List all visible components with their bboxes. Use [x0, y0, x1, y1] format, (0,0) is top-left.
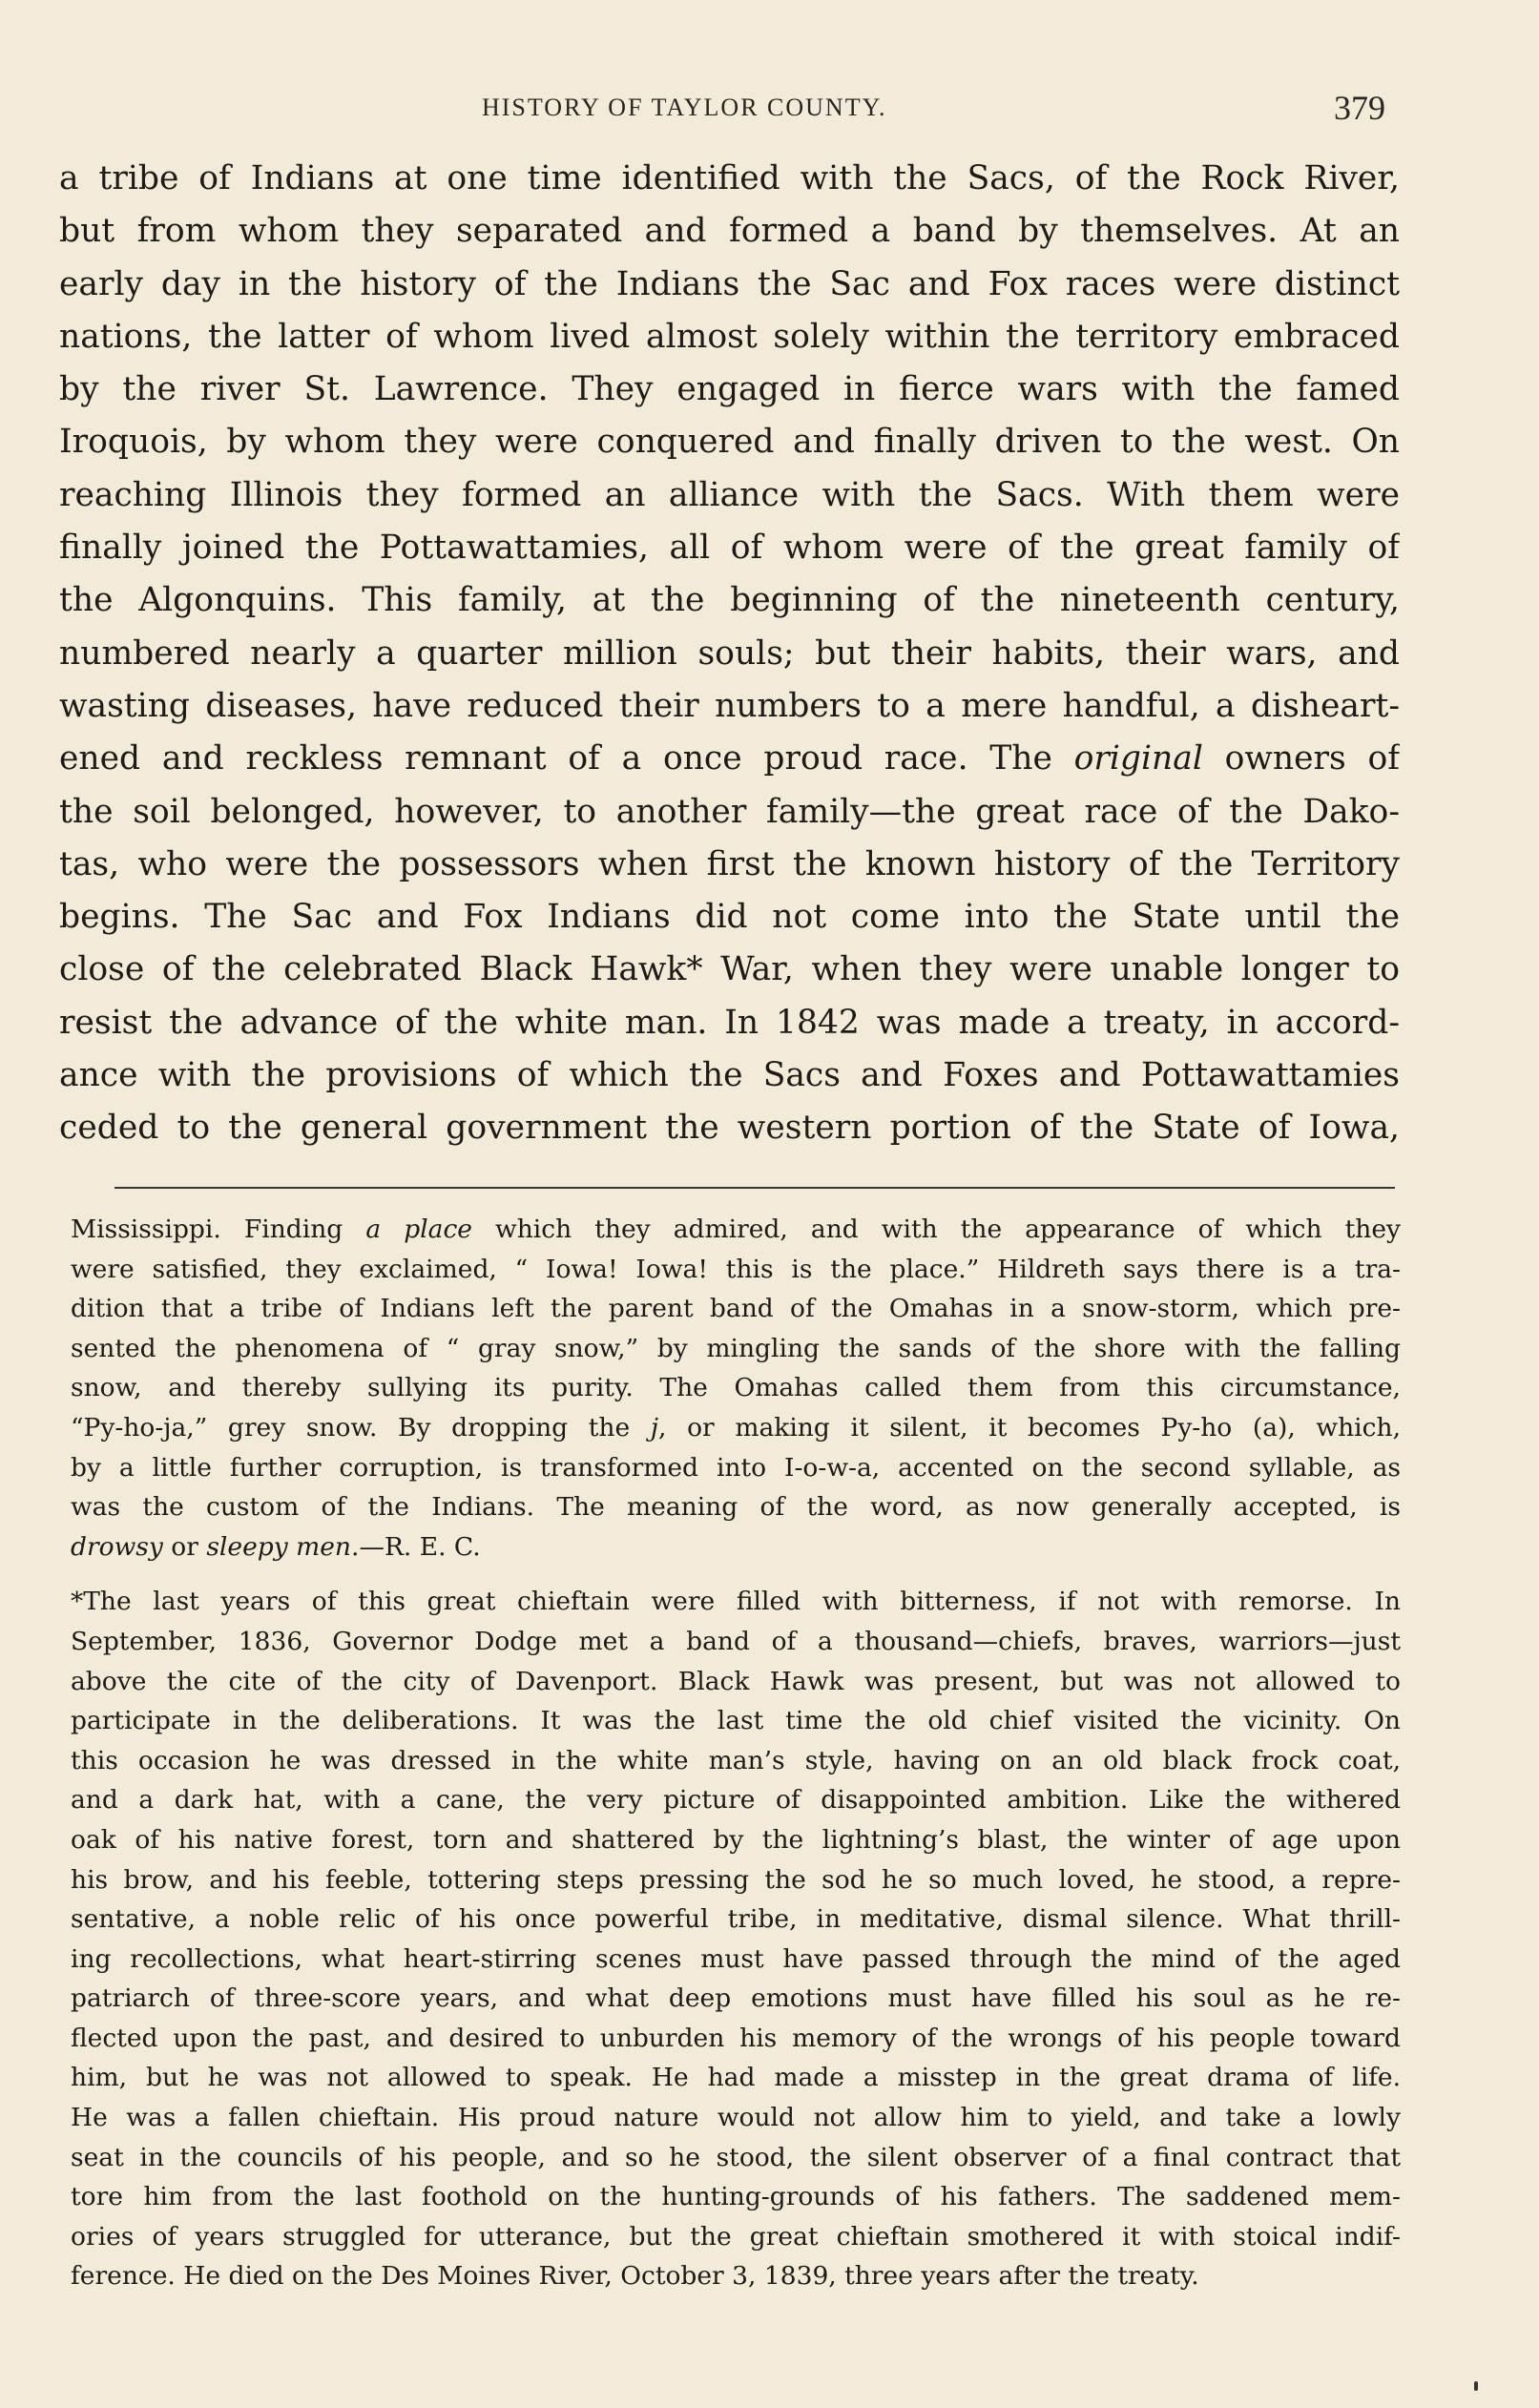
main-text-line: early day in the history of the Indians the Sac and Fox races were distinct — [59, 264, 1400, 303]
main-text-line: close of the celebrated Black Hawk* War, when they were unable longer to — [59, 950, 1400, 989]
main-text-line: a tribe of Indians at one time identified with the Sacs, of the Rock River, — [59, 159, 1400, 197]
main-text-line: begins. The Sac and Fox Indians did not come into the State until the — [59, 898, 1400, 937]
main-text — [59, 153, 1400, 1155]
footnote-divider — [114, 1187, 1395, 1189]
ink-speck — [1474, 2381, 1478, 2391]
footnote-line: He was a fallen chieftain. His proud nature would not allow him to yield, and take a lowly — [71, 2103, 1401, 2133]
main-text-line: tas, who were the possessors when first the known history of the Territory — [59, 844, 1400, 883]
footnote-line: patriarch of three-score years, and what deep emotions must have filled his soul as he re- — [71, 1983, 1401, 2014]
footnote-line: and a dark hat, with a cane, the very picture of disappointed ambition. Like the withered — [71, 1785, 1401, 1816]
footnote-line: ories of years struggled for utterance, but the great chieftain smothered it with stoical indif- — [71, 2221, 1401, 2252]
footnote-line: “Py-ho-ja,” grey snow. By dropping the j, or making it silent, it becomes Py-ho (a), which, — [71, 1412, 1401, 1443]
footnote-line: oak of his native forest, torn and shattered by the lightning’s blast, the winter of age upon — [71, 1824, 1401, 1855]
main-text-line: finally joined the Pottawattamies, all of whom were of the great family of — [59, 529, 1400, 568]
running-head — [0, 88, 1539, 126]
footnote-line: above the cite of the city of Davenport. Black Hawk was present, but was not allowed to — [71, 1666, 1401, 1696]
main-text-line: ceded to the general government the western portion of the State of Iowa, — [59, 1109, 1400, 1148]
main-text-line: the soil belonged, however, to another family—the great race of the Dako- — [59, 792, 1400, 831]
footnote-iowa-etymology — [71, 1210, 1401, 1567]
main-text-line: the Algonquins. This family, at the beginning of the nineteenth century, — [59, 581, 1400, 620]
footnote-line: seat in the councils of his people, and so he stood, the silent observer of a final contract that — [71, 2142, 1401, 2172]
footnote-line: September, 1836, Governor Dodge met a band of a thousand—chiefs, braves, warriors—just — [71, 1626, 1401, 1656]
footnote-line: sented the phenomena of “ gray snow,” by mingling the sands of the shore with the falling — [71, 1333, 1401, 1363]
main-text-line: by the river St. Lawrence. They engaged in fierce wars with the famed — [59, 370, 1400, 409]
main-text-line: resist the advance of the white man. In 1842 was made a treaty, in accord- — [59, 1003, 1400, 1042]
footnote-gap — [71, 1567, 1401, 1582]
main-text-line: ance with the provisions of which the Sacs and Foxes and Pottawattamies — [59, 1056, 1400, 1095]
main-text-line: reaching Illinois they formed an alliance with the Sacs. With them were — [59, 475, 1400, 514]
footnote-black-hawk — [71, 1582, 1401, 2296]
footnote-line: drowsy or sleepy men.—R. E. C. — [71, 1531, 481, 1562]
footnote-line: snow, and thereby sullying its purity. The Omahas called them from this circumstance, — [71, 1373, 1401, 1403]
main-text-line: Iroquois, by whom they were conquered and finally driven to the west. On — [59, 423, 1400, 462]
footnote-line: tore him from the last foothold on the hunting-grounds of his fathers. The saddened mem- — [71, 2182, 1401, 2212]
footnote-line: him, but he was not allowed to speak. He had made a misstep in the great drama of life. — [71, 2063, 1401, 2093]
page-number: 379 — [1334, 89, 1385, 127]
main-text-line: nations, the latter of whom lived almost solely within the territory embraced — [59, 317, 1400, 356]
footnote-line: was the custom of the Indians. The meaning of the word, as now generally accepted, is — [71, 1492, 1401, 1523]
footnote-line: Mississippi. Finding a place which they admired, and with the appearance of which they — [71, 1214, 1401, 1244]
main-text-line: ened and reckless remnant of a once proud race. The original owners of — [59, 739, 1400, 778]
footnote-line: were satisfied, they exclaimed, “ Iowa! Iowa! this is the place.” Hildreth says there is a tra- — [71, 1254, 1401, 1284]
footnote-line: sentative, a noble relic of his once powerful tribe, in meditative, dismal silence. What thrill- — [71, 1904, 1401, 1935]
main-text-line: wasting diseases, have reduced their numbers to a mere handful, a disheart- — [59, 686, 1400, 725]
footnotes — [71, 1210, 1401, 2296]
footnote-line: flected upon the past, and desired to unburden his memory of the wrongs of his people toward — [71, 2023, 1401, 2053]
footnote-line: this occasion he was dressed in the white man’s style, having on an old black frock coat, — [71, 1745, 1401, 1775]
footnote-line: participate in the deliberations. It was the last time the old chief visited the vicinity. On — [71, 1706, 1401, 1736]
footnote-line: dition that a tribe of Indians left the parent band of the Omahas in a snow-storm, which pre- — [71, 1294, 1401, 1324]
main-text-line: numbered nearly a quarter million souls; but their habits, their wars, and — [59, 633, 1400, 673]
footnote-line: his brow, and his feeble, tottering steps pressing the sod he so much loved, he stood, a repre- — [71, 1864, 1401, 1895]
footnote-line: *The last years of this great chieftain were filled with bitterness, if not with remorse. In — [71, 1587, 1401, 1617]
footnote-line: ference. He died on the Des Moines River, October 3, 1839, three years after the treaty. — [71, 2261, 1199, 2292]
running-title: HISTORY OF TAYLOR COUNTY. — [482, 93, 887, 121]
footnote-line: ing recollections, what heart-stirring scenes must have passed through the mind of the aged — [71, 1943, 1401, 1974]
footnote-line: by a little further corruption, is transformed into I-o-w-a, accented on the second syllable, as — [71, 1452, 1401, 1483]
main-text-line: but from whom they separated and formed a band by themselves. At an — [59, 212, 1400, 251]
